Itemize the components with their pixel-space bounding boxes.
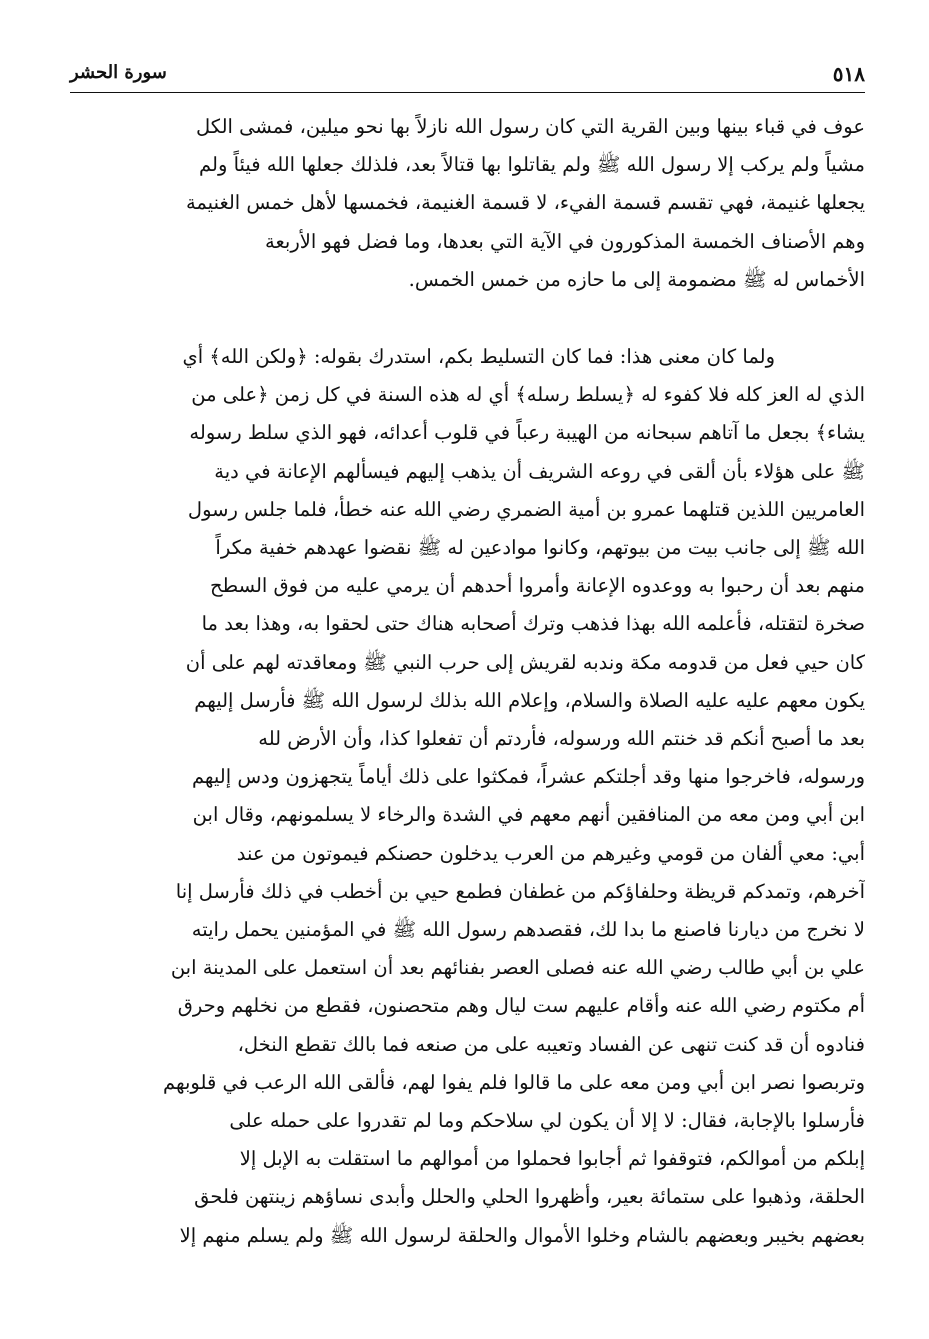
- text-line: كان حيي فعل من قدومه مكة وندبه لقريش إلى حرب النبي ﷺ ومعاقدته لهم على أن: [185, 650, 865, 674]
- text-line: الأخماس له ﷺ مضمومة إلى ما حازه من خمس الخمس.: [408, 267, 865, 291]
- page-number: ٥١٨: [832, 62, 865, 86]
- text-line: إبلكم من أموالكم، فتوقفوا ثم أجابوا فحملوا من أموالهم ما استقلت به الإبل إلا: [239, 1147, 865, 1171]
- text-line: آخرهم، وتمدكم قريظة وحلفاؤكم من غطفان فطمع حيي بن أخطب في ذلك فأرسل إنا: [175, 879, 865, 903]
- header-rule: [70, 92, 865, 93]
- text-line: أبي: معي ألفان من قومي وغيرهم من العرب يدخلون حصنكم فيموتون من عند: [236, 841, 865, 865]
- text-line: فنادوه أن قد كنت تنهى عن الفساد وتعيبه على من صنعه فما بالك تقطع النخل،: [237, 1032, 865, 1056]
- text-line: وتربصوا نصر ابن أبي ومن معه على ما قالوا فلم يفوا لهم، فألقى الله الرعب في قلوبهم: [163, 1070, 865, 1094]
- paragraph-2: [70, 338, 865, 1255]
- text-line: بعد ما أصبح أنكم قد خنتم الله ورسوله، فأردتم أن تفعلوا كذا، وأن الأرض لله: [258, 727, 865, 751]
- text-line: يكون معهم عليه عليه الصلاة والسلام، وإعلام الله بذلك لرسول الله ﷺ فأرسل إليهم: [194, 688, 865, 712]
- text-line: مشياً ولم يركب إلا رسول الله ﷺ ولم يقاتلوا بها قتالاً بعد، فلذلك جعلها الله فيئاً ولم: [199, 153, 865, 177]
- text-line: أم مكتوم رضي الله عنه وأقام عليهم ست ليال وهم متحصنون، فقطع من نخلهم وحرق: [177, 994, 865, 1018]
- text-line: الذي له العز كله فلا كفوء له ﴿يسلط رسله﴾ أي له هذه السنة في كل زمن ﴿على من: [191, 383, 865, 407]
- text-line: ﷺ على هؤلاء بأن ألقى في روعه الشريف أن يذهب إليهم فيسألهم الإعانة في دية: [214, 459, 865, 483]
- text-line: يجعلها غنيمة، فهي تقسم قسمة الفيء، لا قسمة الغنيمة، فخمسها لأهل خمس الغنيمة: [185, 191, 865, 215]
- text-line: لا نخرج من ديارنا فاصنع ما بدا لك، فقصدهم رسول الله ﷺ في المؤمنين يحمل رايته: [191, 918, 865, 942]
- text-line: منهم بعد أن رحبوا به ووعدوه الإعانة وأمروا أحدهم أن يرمي عليه من فوق السطح: [210, 574, 865, 598]
- text-line: الحلقة، وذهبوا على ستمائة بعير، وأظهروا الحلي والحلل وأبدى نساؤهم زينتهن فلحق: [194, 1185, 865, 1209]
- text-line: صخرة لتقتله، فأعلمه الله بهذا فذهب وترك أصحابه هناك حتى لحقوا به، وهذا بعد ما: [201, 612, 865, 636]
- text-line: يشاء﴾ بجعل ما آتاهم سبحانه من الهيبة رعباً في قلوب أعدائه، فهو الذي سلط رسوله: [189, 421, 865, 445]
- text-line: ابن أبي ومن معه من المنافقين أنهم معهم في الشدة والرخاء لا يسلمونهم، وقال ابن: [192, 803, 865, 827]
- text-line: ولما كان معنى هذا: فما كان التسليط بكم، استدرك بقوله: ﴿ولكن الله﴾ أي: [182, 345, 775, 368]
- text-line: الله ﷺ إلى جانب بيت من بيوتهم، وكانوا موادعين له ﷺ نقضوا عهدهم خفية مكراً: [215, 536, 865, 560]
- text-line: عوف في قباء بينها وبين القرية التي كان رسول الله نازلاً بها نحو ميلين، فمشى الكل: [196, 115, 865, 138]
- surah-title: سورة الحشر: [70, 62, 167, 83]
- running-header: [70, 62, 865, 88]
- text-line: وهم الأصناف الخمسة المذكورون في الآية التي بعدها، وما فضل فهو الأربعة: [265, 229, 865, 253]
- text-line: فأرسلوا بالإجابة، فقال: لا إلا أن يكون لي سلاحكم وما لم تقدروا على حمله على: [229, 1109, 865, 1133]
- text-line: علي بن أبي طالب رضي الله عنه فصلى العصر بفنائهم بعد أن استعمل على المدينة ابن: [170, 956, 865, 980]
- paragraph-1: [70, 108, 865, 299]
- text-line: العامريين اللذين قتلهما عمرو بن أمية الضمري رضي الله عنه خطأ، فلما جلس رسول: [187, 497, 865, 521]
- text-line: ورسوله، فاخرجوا منها وقد أجلتكم عشراً، فمكثوا على ذلك أياماً يتجهزون ودس إليهم: [191, 765, 865, 789]
- text-line: بعضهم بخيبر وبعضهم بالشام وخلوا الأموال والحلقة لرسول الله ﷺ ولم يسلم منهم إلا: [179, 1223, 865, 1247]
